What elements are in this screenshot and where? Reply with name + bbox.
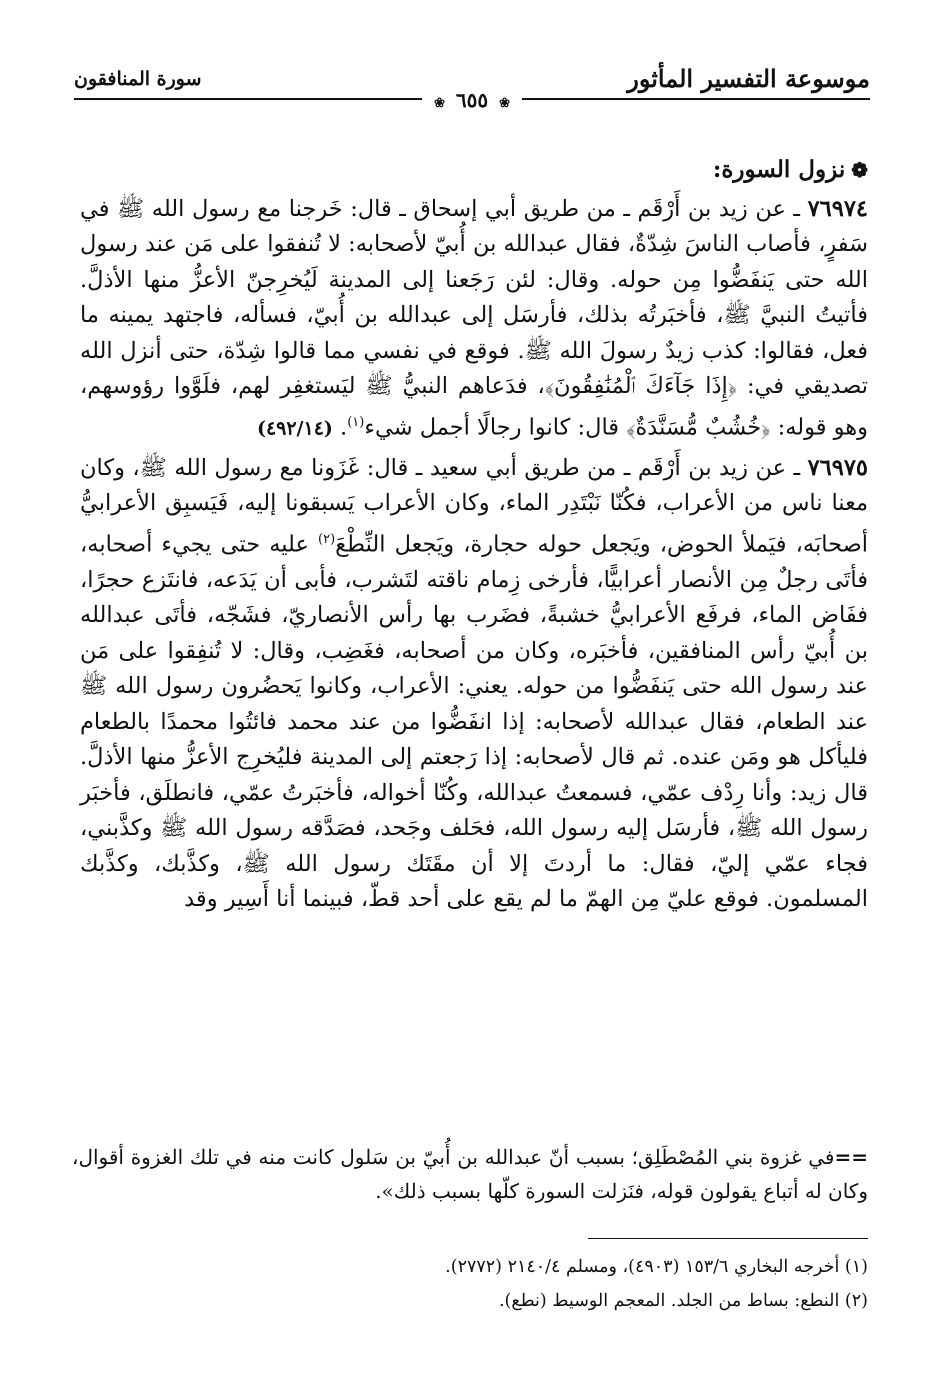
hadith-number: ٧٦٩٧٤: [807, 195, 868, 222]
ornament-icon: ❀: [434, 96, 445, 111]
section-heading-text: نزول السورة:: [712, 156, 846, 183]
hadith-text: ـ عن زيد بن أَرْقَم ـ من طريق أبي سعيد ـ قال: غَزَونا مع رسول الله ﷺ، وكان معنا ناس من الأعراب، فكُنّا نَبْتَدِر الماء، وكان الأعراب يَسبقونا إليه، فَيَسبِق الأعرابيُّ أصحابَه، فيَملأ الحوض، ويَجعل حوله حجارة، ويَجعل النِّطْعَ: [80, 454, 868, 557]
hadith-text: عليه حتى يجيء أصحابه، فأتَى رجلٌ مِن الأنصار أعرابيًّا، فأرخى زِمام ناقته لتَشرب، فأبى أن يَدَعه، فانتَزع حجرًا، ففَاض الماء، فرفَع الأعرابيُّ خشبةً، فضَرب بها رأس الأنصاريّ، فشَجّه، فأتَى عبدالله بن أُبيّ رأس المنافقين، فأخبَره، وكان من أصحابه، فغَضِب، وقال: لا تُنفِقوا على مَن عند رسول الله حتى يَنفَضُّوا من حوله. يعني: الأعراب، وكانوا يَحضُرون رسول الله ﷺ عند الطعام، فقال عبدالله لأصحابه: إذا انفَضُّوا من عند محمد فائتُوا محمدًا بالطعام فليأكل هو ومَن عنده. ثم قال لأصحابه: إذا رَجعتم إلى المدينة فليُخرِج الأعزُّ منها الأذلَّ. قال زيد: وأنا رِدْف عمّي، فسمعتُ عبدالله، وكُنّا أخواله، فأخبَرتُ عمّي، فانطلَق، فأخبَر رسول الله ﷺ، فأرسَل إليه رسول الله، فحَلف وجَحد، فصَدَّقه رسول الله ﷺ وكذَّبني، فجاء عمّي إليّ، فقال: ما أردتَ إلا أن مقَتَك رسول الله ﷺ، وكذَّبك، وكذَّبك المسلمون. فوقع عليّ مِن الهمّ ما لم يقع على أحد قطّ، فبينما أنا أَسِير وقد: [80, 531, 868, 912]
main-text: [80, 152, 868, 918]
continuation-mark: ==: [834, 1145, 868, 1169]
page-header: [74, 58, 870, 118]
hadith-entry: [80, 451, 868, 918]
series-title: موسوعة التفسير المأثور: [627, 64, 870, 93]
page-number: ٦٥٥: [455, 88, 489, 112]
surah-title: سورة المنافقون: [74, 68, 202, 90]
hadith-entry: ٧٦٩٧٤ ـ عن زيد بن أَرْقَم ـ من طريق أبي إسحاق ـ قال: خَرجنا مع رسول الله ﷺ في سَفرٍ، فأصاب الناسَ شِدّةٌ، فقال عبدالله بن أُبيّ لأصحابه: لا تُنفقوا على مَن عند رسول الله حتى يَنفَضُّوا مِن حوله. وقال: لئن رَجَعنا إلى المدينة لَيُخرِجنّ الأعزُّ منها الأذلَّ. فأتيتُ النبيَّ ﷺ، فأخبَرتُه بذلك، فأرسَل إلى عبدالله بن أُبيّ، فسأله، فاجتهد يمينه ما فعل، فقالوا: كذب زيدٌ رسولَ الله ﷺ. فوقع في نفسي مما قالوا شِدّة، حتى أنزل الله تصديقي في: ﴿إِذَا جَآءَكَ ٱلْمُنَٰفِقُونَ﴾، فدَعاهم النبيُّ ﷺ ليَستغفِر لهم، فلَوَّوا رؤوسهم، وهو قوله: ﴿خُشُبٌ مُّسَنَّدَةٌ﴾ قال: كانوا رجالًا أجمل شيء$^{(١)}$. (٤٩٢/١٤): [80, 195, 868, 440]
continued-footnote-text: في غزوة بني المُصْطَلِق؛ بسبب أنّ عبدالله بن أُبيّ بن سَلول كانت منه في تلك الغزوة أقوال، وكان له أتباع يقولون قوله، فنَزلت السورة كلّها بسبب ذلك».: [72, 1145, 868, 1203]
ornament-icon: ❀: [499, 96, 510, 111]
section-heading: [80, 152, 868, 189]
hadith-number: ٧٦٩٧٥: [807, 454, 868, 481]
footnote-divider: [588, 1238, 868, 1239]
footnote-marker[interactable]: (١): [347, 414, 365, 430]
footnote-marker[interactable]: (٢): [318, 531, 336, 547]
continued-footnote: [72, 1140, 868, 1208]
page-number-box: [422, 88, 522, 112]
flower-icon: ❁: [851, 158, 868, 182]
footnote: (٢) النطع: بساط من الجلد. المعجم الوسيط (نطع).: [498, 1291, 868, 1311]
hadith-text: ـ عن زيد بن أَرْقَم ـ من طريق أبي إسحاق ـ قال: خَرجنا مع رسول الله ﷺ في سَفرٍ، فأصاب الناسَ شِدّةٌ، فقال عبدالله بن أُبيّ لأصحابه: لا تُنفقوا على مَن عند رسول الله حتى يَنفَضُّوا مِن حوله. وقال: لئن رَجَعنا إلى المدينة لَيُخرِجنّ الأعزُّ منها الأذلَّ. فأتيتُ النبيَّ ﷺ، فأخبَرتُه بذلك، فأرسَل إلى عبدالله بن أُبيّ، فسأله، فاجتهد يمينه ما فعل، فقالوا: كذب زيدٌ رسولَ الله ﷺ. فوقع في نفسي مما قالوا شِدّة، حتى أنزل الله تصديقي في: ﴿إِذَا جَآءَكَ ٱلْمُنَٰفِقُونَ﴾، فدَعاهم النبيُّ ﷺ ليَستغفِر لهم، فلَوَّوا رؤوسهم، وهو قوله: ﴿خُشُبٌ مُّسَنَّدَةٌ﴾ قال: كانوا رجالًا أجمل شيء: [80, 195, 868, 440]
footnotes: [72, 1250, 868, 1318]
volume-reference: (٤٩٢/١٤): [256, 417, 333, 439]
footnote: (١) أخرجه البخاري ١٥٣/٦ (٤٩٠٣)، ومسلم ٢١٤٠/٤ (٢٧٧٢).: [445, 1257, 868, 1277]
